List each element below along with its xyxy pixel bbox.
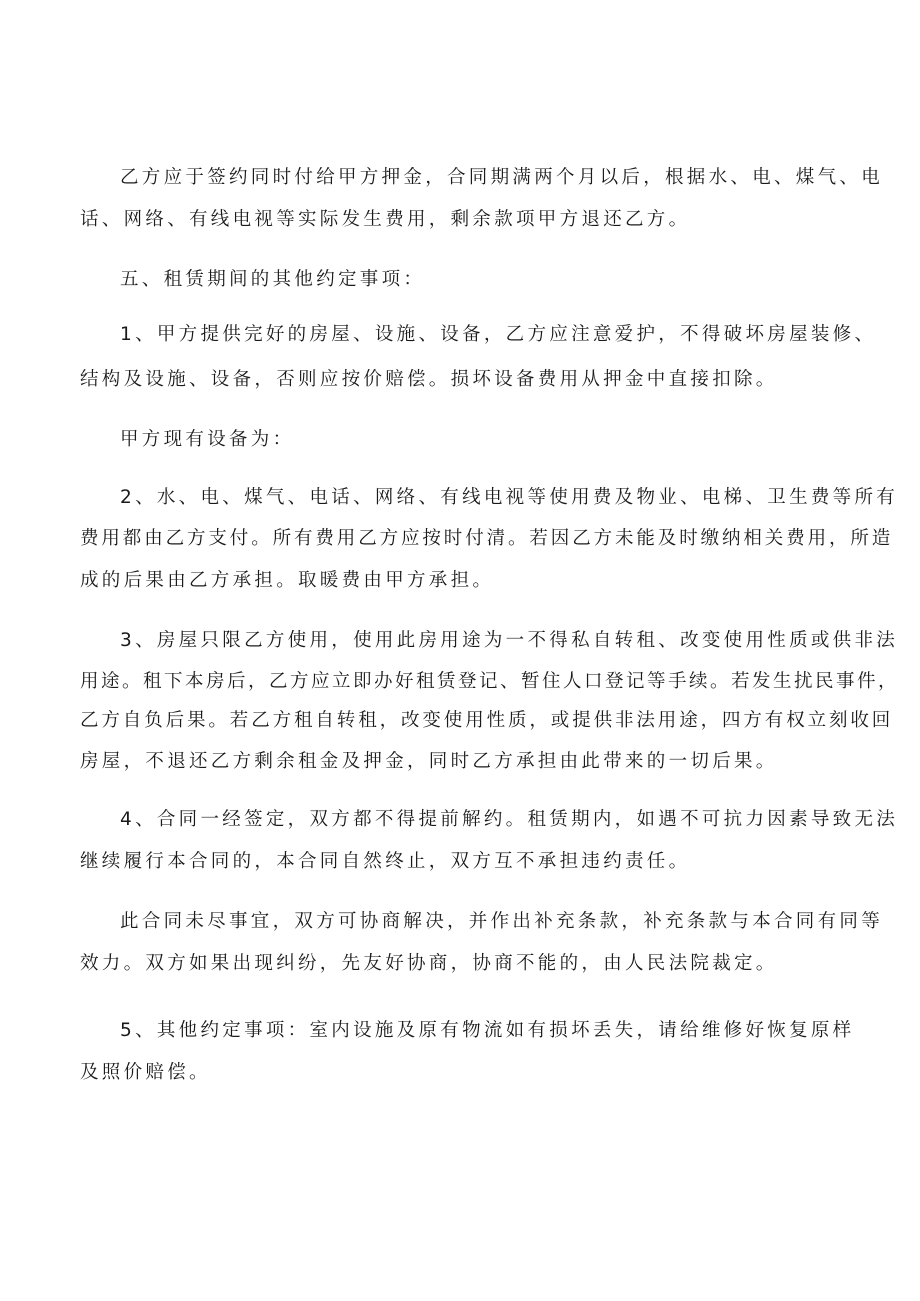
paragraph-line: 乙方自负后果。若乙方租自转租，改变使用性质，或提供非法用途，四方有权立刻收回 <box>80 710 894 731</box>
paragraph-line: 4、合同一经签定，双方都不得提前解约。租赁期内，如遇不可抗力因素导致无法 <box>120 809 899 830</box>
paragraph-line: 及照价赔偿。 <box>80 1062 211 1083</box>
paragraph-line: 费用都由乙方支付。所有费用乙方应按时付清。若因乙方未能及时缴纳相关费用，所造 <box>80 528 894 549</box>
paragraph-line: 此合同未尽事宜，双方可协商解决，并作出补充条款，补充条款与本合同有同等 <box>120 911 884 932</box>
paragraph-line: 3、房屋只限乙方使用，使用此房用途为一不得私自转租、改变使用性质或供非法 <box>120 630 899 651</box>
paragraph-line: 继续履行本合同的，本合同自然终止，双方互不承担违约责任。 <box>80 851 691 872</box>
paragraph-line: 甲方现有设备为： <box>120 429 295 450</box>
paragraph-line: 2、水、电、煤气、电话、网络、有线电视等使用费及物业、电梯、卫生费等所有 <box>120 487 899 508</box>
paragraph-line: 话、网络、有线电视等实际发生费用，剩余款项甲方退还乙方。 <box>80 209 691 230</box>
paragraph-line: 用途。租下本房后，乙方应立即办好租赁登记、暂住人口登记等手续。若发生扰民事件， <box>80 671 900 692</box>
paragraph-line: 乙方应于签约同时付给甲方押金，合同期满两个月以后，根据水、电、煤气、电 <box>120 167 884 188</box>
section-heading: 五、租赁期间的其他约定事项： <box>120 269 426 290</box>
paragraph-line: 房屋，不退还乙方剩余租金及押金，同时乙方承担由此带来的一切后果。 <box>80 751 778 772</box>
paragraph-line: 5、其他约定事项：室内设施及原有物流如有损坏丢失，请给维修好恢复原样 <box>120 1020 855 1041</box>
paragraph-line: 1、甲方提供完好的房屋、设施、设备，乙方应注意爱护，不得破坏房屋装修、 <box>120 324 877 345</box>
paragraph-line: 结构及设施、设备，否则应按价赔偿。损坏设备费用从押金中直接扣除。 <box>80 369 778 390</box>
paragraph-line: 效力。双方如果出现纠纷，先友好协商，协商不能的，由人民法院裁定。 <box>80 953 778 974</box>
paragraph-line: 成的后果由乙方承担。取暖费由甲方承担。 <box>80 570 495 591</box>
